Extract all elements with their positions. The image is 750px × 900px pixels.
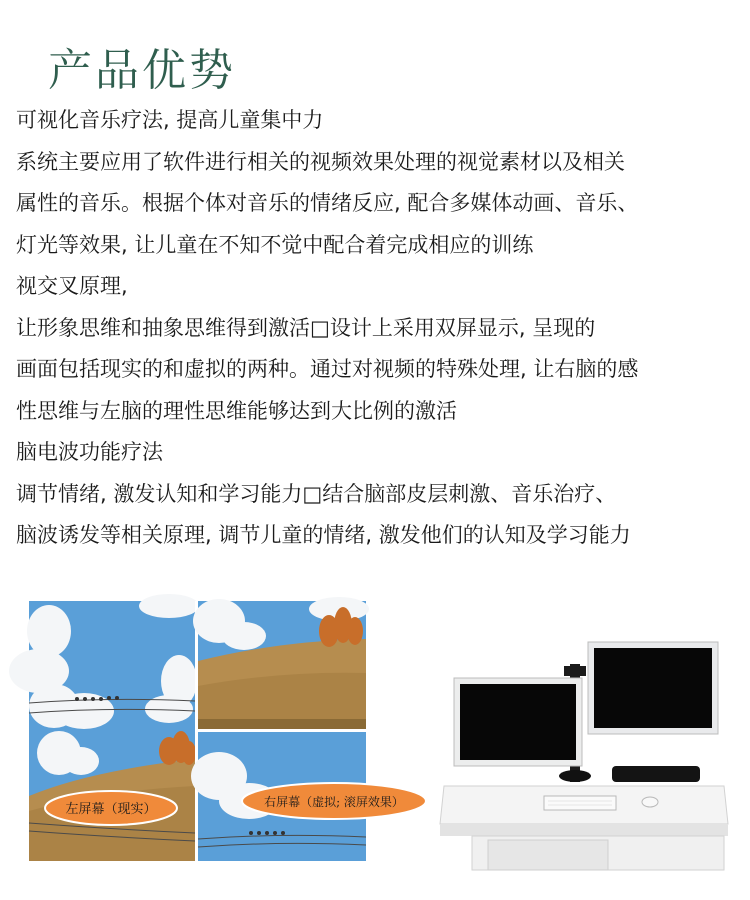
product-description (16, 100, 741, 557)
scenery-illustration (29, 601, 404, 861)
right-screen-label: 右屏幕（虚拟; 滚屏效果） (264, 795, 404, 809)
text-line: 系统主要应用了软件进行相关的视频效果处理的视觉素材以及相关 (16, 149, 625, 174)
left-screen-label: 左屏幕（现实） (65, 802, 157, 817)
heading-brainwave-therapy: 脑电波功能疗法 (16, 440, 163, 464)
text-line: 脑波诱发等相关原理, 调节儿童的情绪, 激发他们的认知及学习能力 (16, 523, 631, 547)
text-line: 调节情绪, 激发认知和学习能力□结合脑部皮层刺激、音乐治疗、 (16, 481, 617, 506)
device-illustration (436, 636, 731, 870)
heading-optic-chiasm: 视交叉原理, (16, 274, 128, 298)
text-line: 属性的音乐。根据个体对音乐的情绪反应, 配合多媒体动画、音乐、 (16, 191, 639, 215)
page-title: 产品优势 (48, 45, 236, 96)
text-line: 性思维与左脑的理性思维能够达到大比例的激活 (16, 398, 457, 423)
dual-monitor-station (436, 636, 731, 870)
text-line: 让形象思维和抽象思维得到激活□设计上采用双屏显示, 呈现的 (16, 315, 596, 340)
dual-screen-collage (29, 601, 404, 861)
text-line: 画面包括现实的和虚拟的两种。通过对视频的特殊处理, 让右脑的感 (16, 357, 639, 381)
heading-visual-music-therapy: 可视化音乐疗法, 提高儿童集中力 (16, 108, 324, 132)
text-line: 灯光等效果, 让儿童在不知不觉中配合着完成相应的训练 (16, 232, 534, 257)
